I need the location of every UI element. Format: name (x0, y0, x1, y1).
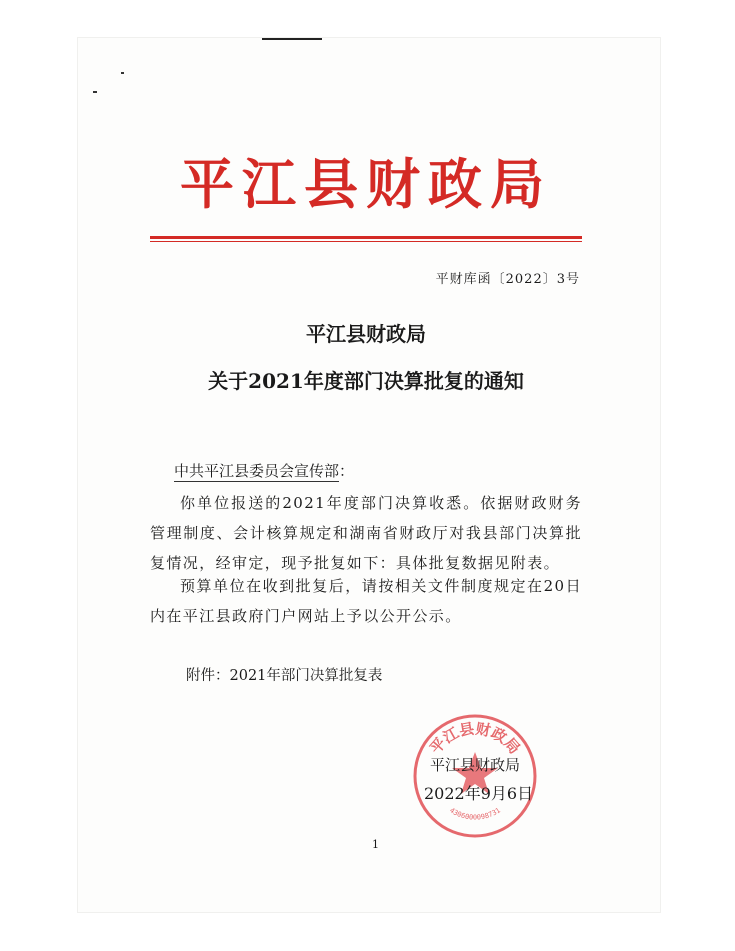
official-seal (411, 712, 539, 840)
signature-date: 2022年9月6日 (424, 784, 534, 803)
seal-text: 平江县财政局 (426, 719, 524, 758)
masthead-title: 平江县财政局 (180, 152, 552, 216)
notice-title-issuer: 平江县财政局 (306, 322, 426, 346)
addressee (174, 460, 354, 481)
document-number: 平财库函〔2022〕3号 (435, 272, 580, 287)
addressee-colon: ： (339, 462, 355, 480)
body-paragraph-1: 你单位报送的2021年度部门决算收悉。依据财政财务管理制度、会计核算规定和湖南省财政厅对我县部门决算批复情况，经审定，现予批复如下：具体批复数据见附表。 (150, 494, 582, 572)
scan-speck (93, 91, 97, 93)
scan-mark (262, 38, 322, 40)
page-number: 1 (372, 838, 379, 851)
seal-code: 4306000098731 (448, 806, 502, 822)
addressee-name: 中共平江县委员会宣传部 (174, 462, 340, 480)
scan-speck (121, 72, 124, 74)
body-paragraph-2: 预算单位在收到批复后，请按相关文件制度规定在20日内在平江县政府门户网站上予以公开公示。 (150, 577, 582, 625)
svg-text:4306000098731 (448, 806, 502, 821)
attachment-note: 附件：2021年部门决算批复表 (186, 668, 383, 684)
signature-organization: 平江县财政局 (430, 756, 521, 774)
masthead-red-rule (150, 236, 582, 239)
notice-title-subject: 关于2021年度部门决算批复的通知 (208, 369, 524, 393)
masthead-red-rule-thin (150, 241, 582, 242)
